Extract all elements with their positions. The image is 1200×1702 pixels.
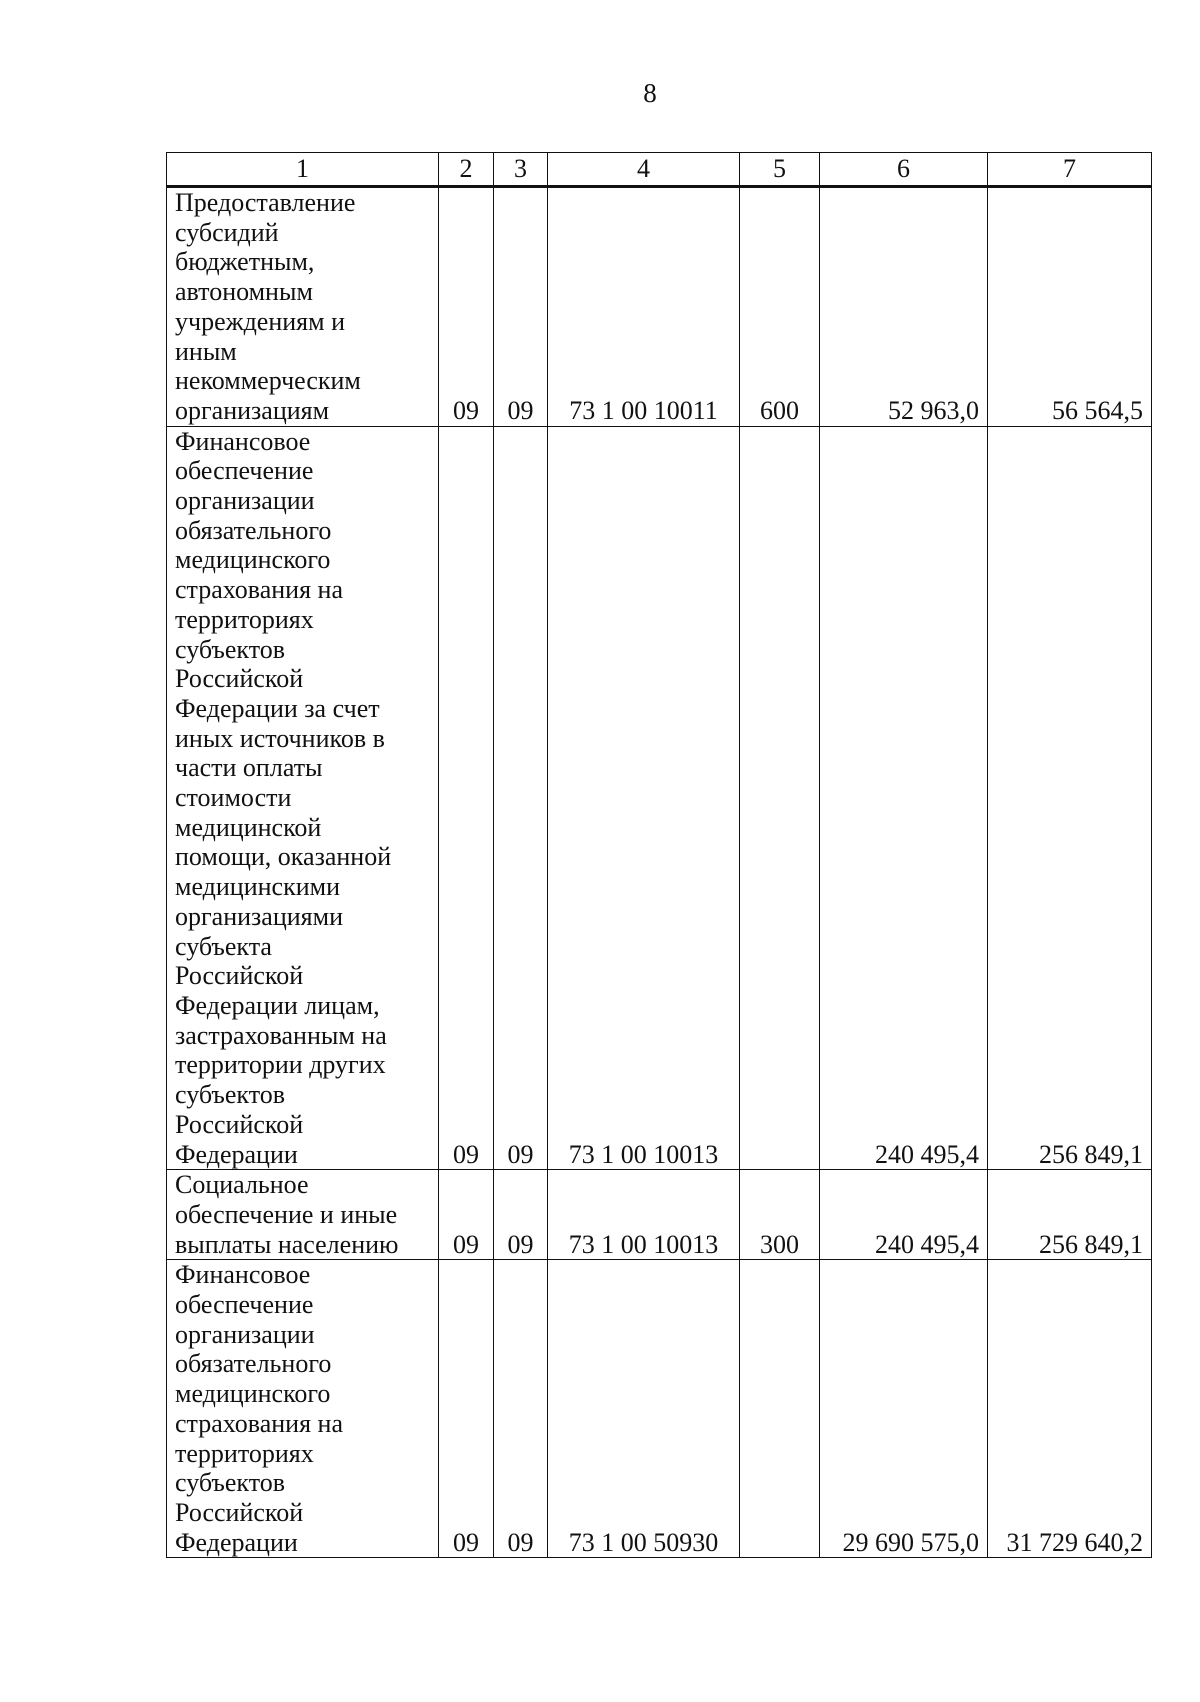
amount-col-6: 240 495,4 — [820, 426, 988, 1170]
expense-type-code — [740, 1260, 820, 1558]
amount-col-6: 240 495,4 — [820, 1170, 988, 1260]
section-code: 09 — [439, 187, 494, 427]
amount-col-7: 256 849,1 — [988, 426, 1152, 1170]
row-name: Предоставление субсидий бюджетным, автономным учреждениям и иным некоммерческим организациям — [175, 188, 361, 425]
subsection-code: 09 — [494, 426, 548, 1170]
section-code: 09 — [439, 426, 494, 1170]
row-name: Финансовое обеспечение организации обязательного медицинского страхования на территориях субъектов Российской Федерации — [175, 1260, 343, 1557]
expense-type-code — [740, 426, 820, 1170]
subsection-code: 09 — [494, 1260, 548, 1558]
header-col-5: 5 — [740, 153, 820, 187]
table-row — [167, 1260, 1152, 1558]
header-col-3: 3 — [494, 153, 548, 187]
target-article-code: 73 1 00 10013 — [548, 426, 740, 1170]
target-article-code: 73 1 00 10011 — [548, 187, 740, 427]
section-code: 09 — [439, 1170, 494, 1260]
row-name: Социальное обеспечение и иные выплаты населению — [175, 1170, 399, 1259]
amount-col-7: 256 849,1 — [988, 1170, 1152, 1260]
page-number: 8 — [643, 78, 657, 108]
table-row — [167, 187, 1152, 427]
row-name-cell — [167, 426, 439, 1170]
subsection-code: 09 — [494, 187, 548, 427]
subsection-code: 09 — [494, 1170, 548, 1260]
header-col-1: 1 — [167, 153, 439, 187]
expense-type-code: 600 — [740, 187, 820, 427]
header-row — [167, 153, 1152, 187]
target-article-code: 73 1 00 50930 — [548, 1260, 740, 1558]
header-col-2: 2 — [439, 153, 494, 187]
row-name-cell — [167, 1170, 439, 1260]
amount-col-7: 56 564,5 — [988, 187, 1152, 427]
row-name-cell — [167, 1260, 439, 1558]
expense-type-code: 300 — [740, 1170, 820, 1260]
row-name: Финансовое обеспечение организации обязательного медицинского страхования на территориях субъектов Российской Федерации за счет иных источников в части оплаты стоимости медицинской помощи, оказанной медицинскими организациями субъекта Российской Федерации лицам, застрахованным на территории других субъектов Российской Федерации — [175, 426, 392, 1169]
section-code: 09 — [439, 1260, 494, 1558]
target-article-code: 73 1 00 10013 — [548, 1170, 740, 1260]
budget-table — [166, 152, 1152, 1558]
header-col-4: 4 — [548, 153, 740, 187]
header-col-6: 6 — [820, 153, 988, 187]
table-row — [167, 1170, 1152, 1260]
amount-col-6: 52 963,0 — [820, 187, 988, 427]
table-row — [167, 426, 1152, 1170]
header-col-7: 7 — [988, 153, 1152, 187]
amount-col-6: 29 690 575,0 — [820, 1260, 988, 1558]
row-name-cell — [167, 187, 439, 427]
amount-col-7: 31 729 640,2 — [988, 1260, 1152, 1558]
